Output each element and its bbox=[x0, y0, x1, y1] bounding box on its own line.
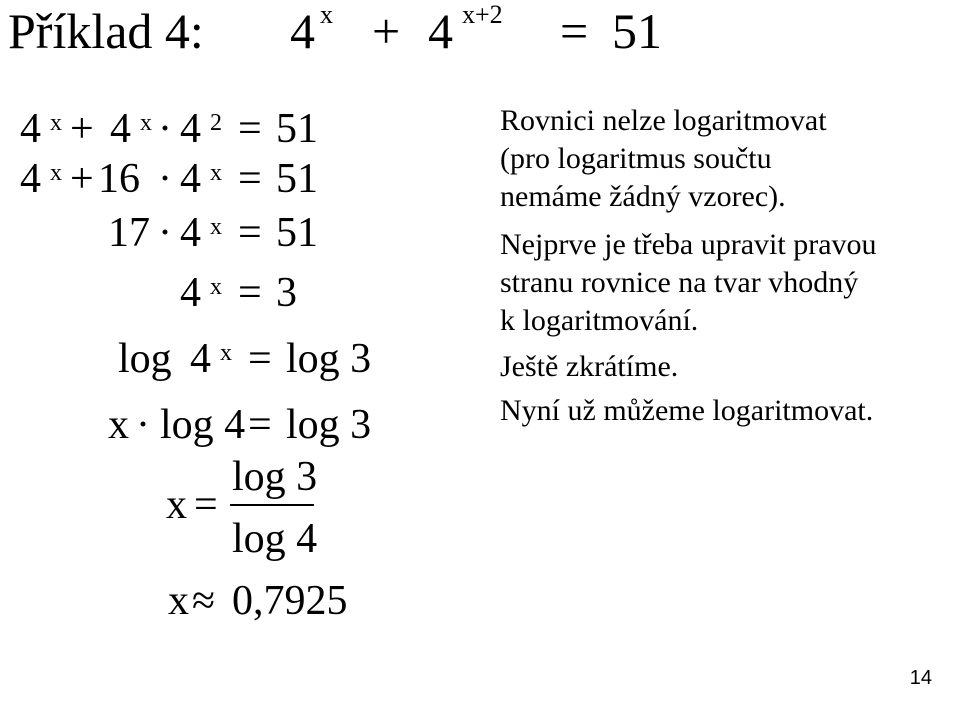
note-line: Nejprve je třeba upravit pravou bbox=[500, 228, 877, 261]
step4-b-exp: x bbox=[210, 274, 222, 300]
step3-b: 4 bbox=[180, 210, 201, 256]
note-line: nemáme žádný vzorec). bbox=[500, 180, 786, 213]
step2-a: 4 bbox=[20, 156, 41, 202]
note-line: Ještě zkrátíme. bbox=[500, 350, 679, 383]
step1-a: 4 bbox=[20, 106, 41, 152]
step1-dot: · bbox=[158, 106, 172, 152]
step2-equals: = bbox=[238, 156, 262, 202]
step3-dot: · bbox=[158, 210, 172, 256]
fraction-bar bbox=[230, 504, 314, 506]
step1-c-exp: 2 bbox=[210, 110, 222, 136]
step6-lhs: log 4 bbox=[160, 402, 246, 448]
step2-plus: + bbox=[70, 156, 94, 202]
step3-b-exp: x bbox=[210, 214, 222, 240]
step6-equals: = bbox=[248, 402, 272, 448]
step3-coef: 17 bbox=[108, 210, 150, 256]
title-exp-1: x bbox=[320, 0, 333, 29]
step-4 bbox=[0, 272, 480, 322]
step-1 bbox=[0, 108, 480, 158]
step2-rhs: 51 bbox=[276, 156, 318, 202]
step6-x: x bbox=[108, 402, 129, 448]
note-line: Nyní už můžeme logaritmovat. bbox=[500, 394, 874, 427]
step1-b: 4 bbox=[110, 106, 131, 152]
step6-dot: · bbox=[136, 402, 150, 448]
title-exp-2: x+2 bbox=[462, 0, 503, 29]
step-6 bbox=[0, 404, 480, 454]
step6-rhs: log 3 bbox=[286, 402, 372, 448]
step1-equals: = bbox=[238, 106, 262, 152]
title-rhs: 51 bbox=[612, 3, 662, 59]
note-line: Rovnici nelze logaritmovat bbox=[500, 104, 827, 137]
step-7 bbox=[0, 450, 480, 570]
step2-b: 4 bbox=[180, 156, 201, 202]
step-8 bbox=[0, 580, 480, 630]
step5-equals: = bbox=[248, 336, 272, 382]
step4-rhs: 3 bbox=[276, 270, 297, 316]
title-equals: = bbox=[560, 3, 589, 59]
note-line: k logaritmování. bbox=[500, 304, 699, 337]
step5-log: log bbox=[118, 336, 172, 382]
approx-sign: ≈ bbox=[192, 578, 216, 624]
step7-equals: = bbox=[194, 482, 218, 528]
step2-a-exp: x bbox=[50, 160, 62, 186]
fraction-numerator: log 3 bbox=[232, 454, 318, 500]
page-number: 14 bbox=[909, 667, 932, 689]
notes bbox=[500, 106, 955, 434]
step1-c: 4 bbox=[180, 106, 201, 152]
step2-dot: · bbox=[158, 156, 172, 202]
step4-b: 4 bbox=[180, 270, 201, 316]
step2-b-exp: x bbox=[210, 160, 222, 186]
step5-b-exp: x bbox=[220, 340, 232, 366]
note-line: stranu rovnice na tvar vhodný bbox=[500, 266, 859, 299]
step5-b: 4 bbox=[190, 336, 211, 382]
step7-x: x bbox=[166, 482, 187, 528]
step-5 bbox=[0, 338, 480, 388]
title-base-2: 4 bbox=[428, 3, 453, 59]
step5-rhs: log 3 bbox=[286, 336, 372, 382]
step1-rhs: 51 bbox=[276, 106, 318, 152]
step3-equals: = bbox=[238, 210, 262, 256]
step2-coef: 16 bbox=[98, 156, 140, 202]
step1-b-exp: x bbox=[140, 110, 152, 136]
step8-x: x bbox=[168, 578, 189, 624]
step1-a-exp: x bbox=[50, 110, 62, 136]
fraction-denominator: log 4 bbox=[232, 516, 318, 562]
step4-equals: = bbox=[238, 270, 262, 316]
note-line: (pro logaritmus součtu bbox=[500, 142, 772, 175]
step-3 bbox=[0, 212, 480, 262]
title-plus: + bbox=[372, 3, 401, 59]
step3-rhs: 51 bbox=[276, 210, 318, 256]
title-label: Příklad 4: bbox=[8, 3, 204, 59]
step-2 bbox=[0, 158, 480, 208]
step8-value: 0,7925 bbox=[232, 578, 348, 624]
step1-plus: + bbox=[70, 106, 94, 152]
title-base-1: 4 bbox=[290, 3, 315, 59]
title-equation bbox=[0, 0, 960, 70]
